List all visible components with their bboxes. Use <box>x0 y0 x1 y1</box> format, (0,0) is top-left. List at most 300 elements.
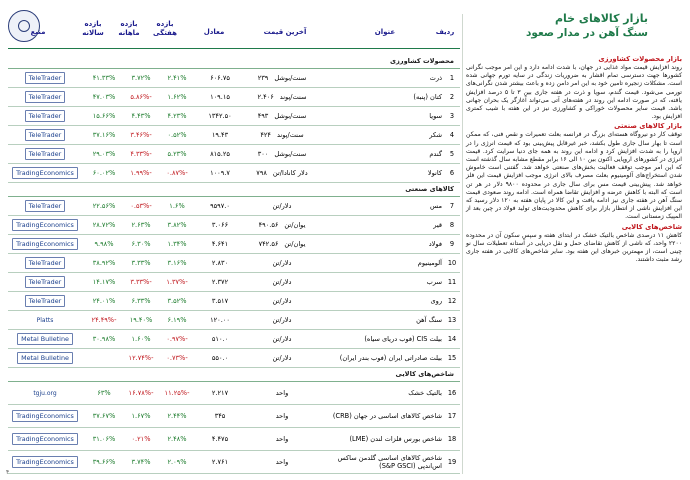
weekly-return-text: ۶.۱۹% <box>167 316 187 324</box>
yearly-return-text: ۳۷.۱۶% <box>92 131 116 139</box>
last-price-text: ۱۰۹.۱۵ <box>210 93 230 101</box>
commodity-name-text: کتان (پنبه) <box>413 93 442 101</box>
weekly-return-text: -۰.۹۷% <box>166 335 188 343</box>
source-label-text: Metal Bulletine <box>17 352 73 364</box>
yearly-return-text: -۲۴.۴۹% <box>91 316 117 324</box>
unit-label-text: واحد <box>275 389 289 397</box>
row-number-text: 12 <box>447 297 457 305</box>
last-price-text: ۵۵۰.۰ <box>211 354 229 362</box>
monthly-return <box>124 126 158 144</box>
source-label <box>8 197 82 215</box>
row-number-text: 6 <box>449 169 455 177</box>
yearly-return-text: ۳۰.۹۸% <box>92 335 116 343</box>
yearly-return-text: ۹.۹۸% <box>94 240 114 248</box>
yearly-return-text: ۳۸.۹۲% <box>92 259 116 267</box>
table-row <box>8 405 460 428</box>
row-number <box>444 197 460 215</box>
weekly-return <box>160 216 194 234</box>
yearly-return-text: ۶۳% <box>97 389 111 397</box>
commodity-name <box>322 349 442 367</box>
equivalent-value: ۷۴۲.۵۶ <box>258 240 279 248</box>
commodity-name <box>322 164 442 182</box>
weekly-return-text: -۱۱.۲۵% <box>164 389 190 397</box>
yearly-return-text: ۲۲.۵۶% <box>92 202 116 210</box>
row-number <box>444 292 460 310</box>
commodity-name <box>322 330 442 348</box>
table-row <box>8 88 460 107</box>
row-number <box>444 235 460 253</box>
yearly-return <box>86 273 122 291</box>
monthly-return <box>124 69 158 87</box>
commodity-name <box>322 451 442 473</box>
row-number <box>444 126 460 144</box>
last-price <box>196 254 244 272</box>
unit-label-text: دلار/تن <box>272 202 292 210</box>
commodity-name-text: آلومینیوم <box>417 259 442 267</box>
monthly-return-text: ۳.۷۲% <box>131 74 151 82</box>
last-price <box>196 428 244 450</box>
yearly-return <box>86 69 122 87</box>
yearly-return-text: ۳۷.۶۷% <box>92 412 116 420</box>
commodity-name-text: شاخص بورس فلزات لندن (LME) <box>349 435 442 443</box>
unit-label <box>244 382 320 404</box>
last-price <box>196 451 244 473</box>
unit-label <box>244 428 320 450</box>
monthly-return-text: ۱.۶۷% <box>131 412 151 420</box>
monthly-return-text: ۱۹.۴۰% <box>129 316 153 324</box>
monthly-return <box>124 349 158 367</box>
unit-label <box>244 145 320 163</box>
commentary-heading-agri: بازار محصولات کشاورزی <box>598 55 682 63</box>
row-number-text: 1 <box>449 74 455 82</box>
table-row <box>8 235 460 254</box>
yearly-return <box>86 349 122 367</box>
yearly-return-text: ۱۴.۱۷% <box>92 278 116 286</box>
row-number <box>444 88 460 106</box>
unit-label-text: سنت/پوند <box>276 131 304 139</box>
weekly-return <box>160 145 194 163</box>
yearly-return <box>86 330 122 348</box>
weekly-return <box>160 235 194 253</box>
source-label-text: TeleTrader <box>25 72 66 84</box>
commodity-name <box>322 292 442 310</box>
unit-label-text: یوان/تن <box>284 240 306 248</box>
last-price <box>196 69 244 87</box>
yearly-return-text: ۲۹.۰۳% <box>92 150 116 158</box>
last-price-text: ۵۱۰.۰ <box>211 335 229 343</box>
commentary-paragraph-indices: کاهش ۱۱ درصدی شاخص بالتیک خشک در ابتدای هفته و سپس سکون آن در محدوده ۲۲۰۰ واحد، که ناشی از کاهش تقاضای حمل و نقل دریایی در آستانه تعطیلات سال نو چینی است، از مهمترین خبرهای این هفته بود. سایر شاخص‌های کالایی در هفته جاری رشد مثبت داشتند. <box>466 231 682 264</box>
source-label <box>8 330 82 348</box>
commodity-name-text: سرب <box>426 278 442 286</box>
last-price <box>196 88 244 106</box>
equivalent-value: ۴۹۳ <box>257 112 269 120</box>
last-price-text: ۳.۵۱۷ <box>211 297 229 305</box>
section-title-indices: شاخص‌های کالایی <box>8 368 460 382</box>
weekly-return-text: -۱.۳۷% <box>166 278 188 286</box>
monthly-return-text: -۳.۳۳% <box>130 278 152 286</box>
commentary-paragraph-agri: روند افزایش قیمت مواد غذایی در جهان، با شدت ادامه دارد و این امر موجب نگرانی کشورها جهت دسترسی تمام اقشار به ضروریات زندگی در سایه تورم جهانی شده است. مشکلات زنجیره تامین خود به این امر دامن زده و باعث بیشتر شدن نگرانی‌های تورمی می‌شود. قیمت گندم، سویا و ذرت در هفته جاری بین ۳ تا ۵ درصد افزایش یافته، که در صورت ادامه این روند در هفته‌های آتی می‌تواند آغازگر یک بحران جهانی باشد. قیمت سایر محصولات خوراکی و کشاورزی نیز در این هفته با شیب کمتری افزایش بود. <box>466 64 682 121</box>
last-price-text: ۲.۳۷۲ <box>211 278 229 286</box>
equivalent-value: ۴۹۰.۵۶ <box>258 221 279 229</box>
monthly-return <box>124 428 158 450</box>
unit-label <box>244 216 320 234</box>
monthly-return <box>124 145 158 163</box>
row-number <box>444 451 460 473</box>
commodity-name-text: قیر <box>433 221 442 229</box>
unit-label-text: یوان/تن <box>284 221 306 229</box>
section-title-industrial: کالاهای صنعتی <box>8 183 460 197</box>
unit-label-text: دلار کانادا/تن <box>272 169 308 177</box>
last-price <box>196 126 244 144</box>
weekly-return <box>160 197 194 215</box>
commodity-name-text: شاخص کالاهای اساسی گلدمن ساکس اس‌اندپی (S&P GSCI) <box>337 454 442 470</box>
last-price <box>196 382 244 404</box>
row-number-text: 16 <box>447 389 457 397</box>
row-number <box>444 405 460 427</box>
weekly-return-text: -۰.۷۳% <box>166 354 188 362</box>
yearly-return <box>86 197 122 215</box>
row-number-text: 19 <box>447 458 457 466</box>
col-head-last-price: آخرین قیمت <box>263 28 307 36</box>
unit-label-text: دلار/تن <box>272 316 292 324</box>
yearly-return <box>86 107 122 125</box>
monthly-return <box>124 451 158 473</box>
last-price-text: ۲.۲۱۷ <box>211 389 229 397</box>
weekly-return <box>160 254 194 272</box>
source-label <box>8 235 82 253</box>
table-row <box>8 382 460 405</box>
last-price <box>196 330 244 348</box>
monthly-return-text: ۳.۷۴% <box>131 458 151 466</box>
source-label <box>8 164 82 182</box>
yearly-return-text: ۴۷.۰۳% <box>92 93 116 101</box>
unit-label <box>244 164 320 182</box>
unit-label <box>244 273 320 291</box>
yearly-return-text: ۲۴.۰۱% <box>92 297 116 305</box>
unit-label <box>244 126 320 144</box>
weekly-return-text: ۰.۵۲% <box>167 131 187 139</box>
table-row <box>8 273 460 292</box>
monthly-return <box>124 88 158 106</box>
weekly-return <box>160 311 194 329</box>
last-price-text: ۱۲۰.۰۰ <box>210 316 230 324</box>
source-label-text: TeleTrader <box>25 110 66 122</box>
yearly-return-text: ۳۱.۰۶% <box>92 435 116 443</box>
unit-label <box>244 311 320 329</box>
monthly-return <box>124 405 158 427</box>
commodity-name-text: گندم <box>429 150 442 158</box>
commodity-name-text: فولاد <box>428 240 442 248</box>
monthly-return-text: -۱.۹۹% <box>130 169 152 177</box>
section-title-agri: محصولات کشاورزی <box>8 55 460 69</box>
table-row <box>8 145 460 164</box>
weekly-return <box>160 451 194 473</box>
unit-label-text: سنت/بوشل <box>274 74 307 82</box>
weekly-return <box>160 405 194 427</box>
commodity-name-text: بیلت CIS (فوب دریای سیاه) <box>364 335 442 343</box>
source-label-text: TeleTrader <box>25 91 66 103</box>
monthly-return <box>124 292 158 310</box>
monthly-return-text: ۴.۴۳% <box>131 112 151 120</box>
commodity-name <box>322 254 442 272</box>
weekly-return-text: ۴.۲۳% <box>167 112 187 120</box>
source-label <box>8 126 82 144</box>
last-price <box>196 197 244 215</box>
monthly-return <box>124 107 158 125</box>
source-label-text: TradingEconomics <box>12 456 78 468</box>
table-row <box>8 311 460 330</box>
commodity-name-text: ذرت <box>429 74 442 82</box>
row-number-text: 14 <box>447 335 457 343</box>
yearly-return <box>86 428 122 450</box>
col-head-weekly: بازده هفتگی <box>153 20 177 37</box>
commodity-name <box>322 126 442 144</box>
last-price <box>196 273 244 291</box>
commodity-name-text: بیلت صادراتی ایران (فوب بندر ایران) <box>339 354 442 362</box>
unit-label <box>244 235 320 253</box>
last-price <box>196 349 244 367</box>
monthly-return-text: -۰.۵۳% <box>130 202 152 210</box>
weekly-return-text: ۲.۴۴% <box>167 412 187 420</box>
col-head-monthly: بازده ماهانه <box>118 20 140 37</box>
weekly-return-text: ۲.۴۱% <box>167 74 187 82</box>
row-number <box>444 107 460 125</box>
row-number-text: 11 <box>447 278 457 286</box>
last-price-text: ۲.۷۶۱ <box>211 458 229 466</box>
page-subtitle: سنگ آهن در مدار صعود <box>525 27 648 39</box>
source-label-text: TradingEconomics <box>12 238 78 250</box>
weekly-return-text: ۱.۳۴% <box>167 240 187 248</box>
col-head-unit: معادل <box>203 28 225 36</box>
unit-label-text: سنت/پوند <box>279 93 307 101</box>
source-label <box>8 216 82 234</box>
table-row <box>8 451 460 474</box>
unit-label-text: دلار/تن <box>272 259 292 267</box>
last-price-text: ۱۰۰۹.۷ <box>210 169 230 177</box>
weekly-return <box>160 292 194 310</box>
col-head-yearly: بازده سالانه <box>82 20 104 37</box>
monthly-return-text: ۰.۲۱% <box>131 435 151 443</box>
source-label <box>8 382 82 404</box>
commodity-name-text: بالتیک خشک <box>408 389 442 397</box>
row-number-text: 4 <box>449 131 455 139</box>
commodity-name <box>322 235 442 253</box>
row-number-text: 8 <box>449 221 455 229</box>
header-divider <box>8 48 460 49</box>
source-label-text: TeleTrader <box>25 129 66 141</box>
table-row <box>8 428 460 451</box>
commodity-name <box>322 145 442 163</box>
weekly-return <box>160 88 194 106</box>
unit-label <box>244 88 320 106</box>
monthly-return <box>124 273 158 291</box>
commodity-name <box>322 216 442 234</box>
commodity-name-text: شکر <box>429 131 442 139</box>
monthly-return-text: -۴.۳۳% <box>130 150 152 158</box>
source-label <box>8 88 82 106</box>
commodity-name <box>322 107 442 125</box>
weekly-return-text: ۱.۶% <box>169 202 185 210</box>
yearly-return <box>86 164 122 182</box>
table-row <box>8 254 460 273</box>
source-label <box>8 292 82 310</box>
source-label-text: TradingEconomics <box>12 433 78 445</box>
source-label-text: TradingEconomics <box>12 219 78 231</box>
page-number: ۴ <box>6 469 10 476</box>
weekly-return-text: ۵.۲۳% <box>167 150 187 158</box>
weekly-return <box>160 349 194 367</box>
weekly-return-text: ۳.۱۶% <box>167 259 187 267</box>
commentary-heading-industrial: بازار کالاهای صنعتی <box>614 122 682 131</box>
yearly-return <box>86 451 122 473</box>
row-number-text: 5 <box>449 150 455 158</box>
row-number-text: 10 <box>447 259 457 267</box>
unit-label-text: سنت/بوشل <box>274 112 307 120</box>
monthly-return-text: ۶.۳۰% <box>131 240 151 248</box>
unit-label-text: سنت/بوشل <box>274 150 307 158</box>
market-commentary <box>466 55 682 265</box>
unit-label <box>244 254 320 272</box>
report-header <box>448 12 648 40</box>
table-row <box>8 197 460 216</box>
table-row <box>8 330 460 349</box>
source-label-text: Metal Bulletine <box>17 333 73 345</box>
yearly-return <box>86 311 122 329</box>
row-number <box>444 330 460 348</box>
source-label <box>8 451 82 473</box>
unit-label-text: دلار/تن <box>272 335 292 343</box>
row-number-text: 13 <box>447 316 457 324</box>
last-price-text: ۶۰۶.۷۵ <box>210 74 230 82</box>
source-label <box>8 311 82 329</box>
weekly-return <box>160 428 194 450</box>
unit-label-text: دلار/تن <box>272 354 292 362</box>
monthly-return-text: -۱۶.۷۸% <box>128 389 154 397</box>
last-price-text: ۴.۴۷۵ <box>211 435 229 443</box>
yearly-return-text: ۴۱.۳۳% <box>92 74 116 82</box>
unit-label-text: واحد <box>275 435 289 443</box>
monthly-return <box>124 216 158 234</box>
last-price <box>196 145 244 163</box>
weekly-return-text: -۰.۸۷% <box>166 169 188 177</box>
last-price <box>196 405 244 427</box>
row-number <box>444 311 460 329</box>
commodity-name-text: روی <box>430 297 442 305</box>
monthly-return-text: -۱۲.۷۴% <box>128 354 154 362</box>
source-label-text: TeleTrader <box>25 257 66 269</box>
yearly-return <box>86 216 122 234</box>
weekly-return-text: ۳.۵۲% <box>167 297 187 305</box>
monthly-return-text: ۲.۶۳% <box>131 221 151 229</box>
row-number <box>444 349 460 367</box>
last-price-text: ۸۱۵.۲۵ <box>210 150 230 158</box>
last-price <box>196 292 244 310</box>
monthly-return <box>124 330 158 348</box>
row-number-text: 2 <box>449 93 455 101</box>
last-price-text: ۴.۶۴۱ <box>211 240 229 248</box>
equivalent-value: ۲.۴۰۶ <box>257 93 274 101</box>
commentary-paragraph-industrial: توقف کار دو نیروگاه هسته‌ای بزرگ در فرانسه بعلت تعمیرات و نقص فنی، که ممکن است تا بهار سال جاری طول بکشد، خبر غیرقابل پیش‌بینی بود که قیمت انرژی را در اروپا را به شدت افزایش کرد و ادامه این روند به همه جای دنیا سرایت کرد. قیمت انرژی در کشورهای اروپایی اکنون بین ۱۰ الی ۱۶ برابر مقطع مشابه سال گذشته است که این امر موجب توقف فعالیت بخش‌های صنعتی خواهد شد. گفتنی است خاموش شدن استخراج‌های آلومینیوم بعلت مصرف بالای انرژی موجب افزایش قیمت این فلز خواهد شد. پیش‌بینی قیمت مس برای سال جاری در محدوده ۹۸۰۰ دلار در هر تن است که البته با کاهش عرضه و افزایش تقاضا همراه است. ادامه روند صعودی قیمت سنگ آهن در هفته جاری نیز ادامه یافت و این کالا در پایان هفته به ۱۲۰ دلار رسید که این افزایش ناشی از انتظار بازار برای کاهش محدودیت‌های تولید فولاد در چین بعد از المپیک زمستانی است. <box>466 131 682 221</box>
commodity-name-text: کانولا <box>427 169 442 177</box>
unit-label <box>244 330 320 348</box>
unit-label <box>244 405 320 427</box>
table-row <box>8 164 460 183</box>
last-price-text: ۱۹.۴۳ <box>211 131 229 139</box>
monthly-return <box>124 164 158 182</box>
yearly-return <box>86 254 122 272</box>
weekly-return <box>160 382 194 404</box>
col-head-source: منبع <box>30 28 46 36</box>
monthly-return-text: ۶.۳۳% <box>131 297 151 305</box>
yearly-return <box>86 145 122 163</box>
last-price-text: ۱۳۴۲.۵۰ <box>208 112 232 120</box>
commodity-name-text: شاخص کالاهای اساسی در جهان (CRB) <box>332 412 442 420</box>
equivalent-value: ۷۹۸ <box>256 169 267 177</box>
unit-label-text: واحد <box>275 412 289 420</box>
weekly-return-text: ۲.۴۸% <box>167 435 187 443</box>
commodity-name-text: مس <box>430 202 442 210</box>
monthly-return <box>124 235 158 253</box>
column-divider <box>462 14 463 474</box>
page-title: بازار کالاهای خام <box>554 12 648 25</box>
weekly-return <box>160 69 194 87</box>
source-label <box>8 273 82 291</box>
unit-label <box>244 349 320 367</box>
yearly-return <box>86 126 122 144</box>
row-number-text: 18 <box>447 435 457 443</box>
col-head-no: ردیف <box>435 28 455 36</box>
source-label-text: TeleTrader <box>25 200 66 212</box>
unit-label-text: دلار/تن <box>272 278 292 286</box>
monthly-return <box>124 382 158 404</box>
source-label <box>8 349 82 367</box>
commentary-heading-indices: شاخص‌های کالایی <box>621 222 682 231</box>
last-price-text: ۲.۸۳۰ <box>211 259 229 267</box>
unit-label-text: واحد <box>275 458 289 466</box>
unit-label <box>244 107 320 125</box>
source-label <box>8 405 82 427</box>
row-number-text: 9 <box>449 240 455 248</box>
yearly-return <box>86 382 122 404</box>
monthly-return-text: -۵.۸۶% <box>130 93 152 101</box>
table-row <box>8 126 460 145</box>
equivalent-value: ۲۳۹ <box>257 74 269 82</box>
yearly-return-text: ۳۹.۶۶% <box>92 458 116 466</box>
weekly-return-text: ۲.۰۹% <box>167 458 187 466</box>
commodity-name <box>322 382 442 404</box>
weekly-return-text: ۱.۶۲% <box>167 93 187 101</box>
source-label <box>8 69 82 87</box>
monthly-return <box>124 311 158 329</box>
unit-label <box>244 197 320 215</box>
last-price-text: ۳.۰۶۶ <box>211 221 229 229</box>
commodity-name <box>322 197 442 215</box>
source-label <box>8 145 82 163</box>
last-price <box>196 235 244 253</box>
commodity-name-text: سویا <box>429 112 442 120</box>
commodity-name-text: سنگ آهن <box>416 316 442 324</box>
row-number <box>444 254 460 272</box>
table-row <box>8 292 460 311</box>
commodity-name <box>322 428 442 450</box>
source-label-text: TradingEconomics <box>12 410 78 422</box>
weekly-return <box>160 273 194 291</box>
source-label-text: tgju.org <box>33 389 57 397</box>
unit-label <box>244 451 320 473</box>
yearly-return <box>86 292 122 310</box>
row-number <box>444 69 460 87</box>
yearly-return-text: ۶۰.۰۲% <box>92 169 116 177</box>
